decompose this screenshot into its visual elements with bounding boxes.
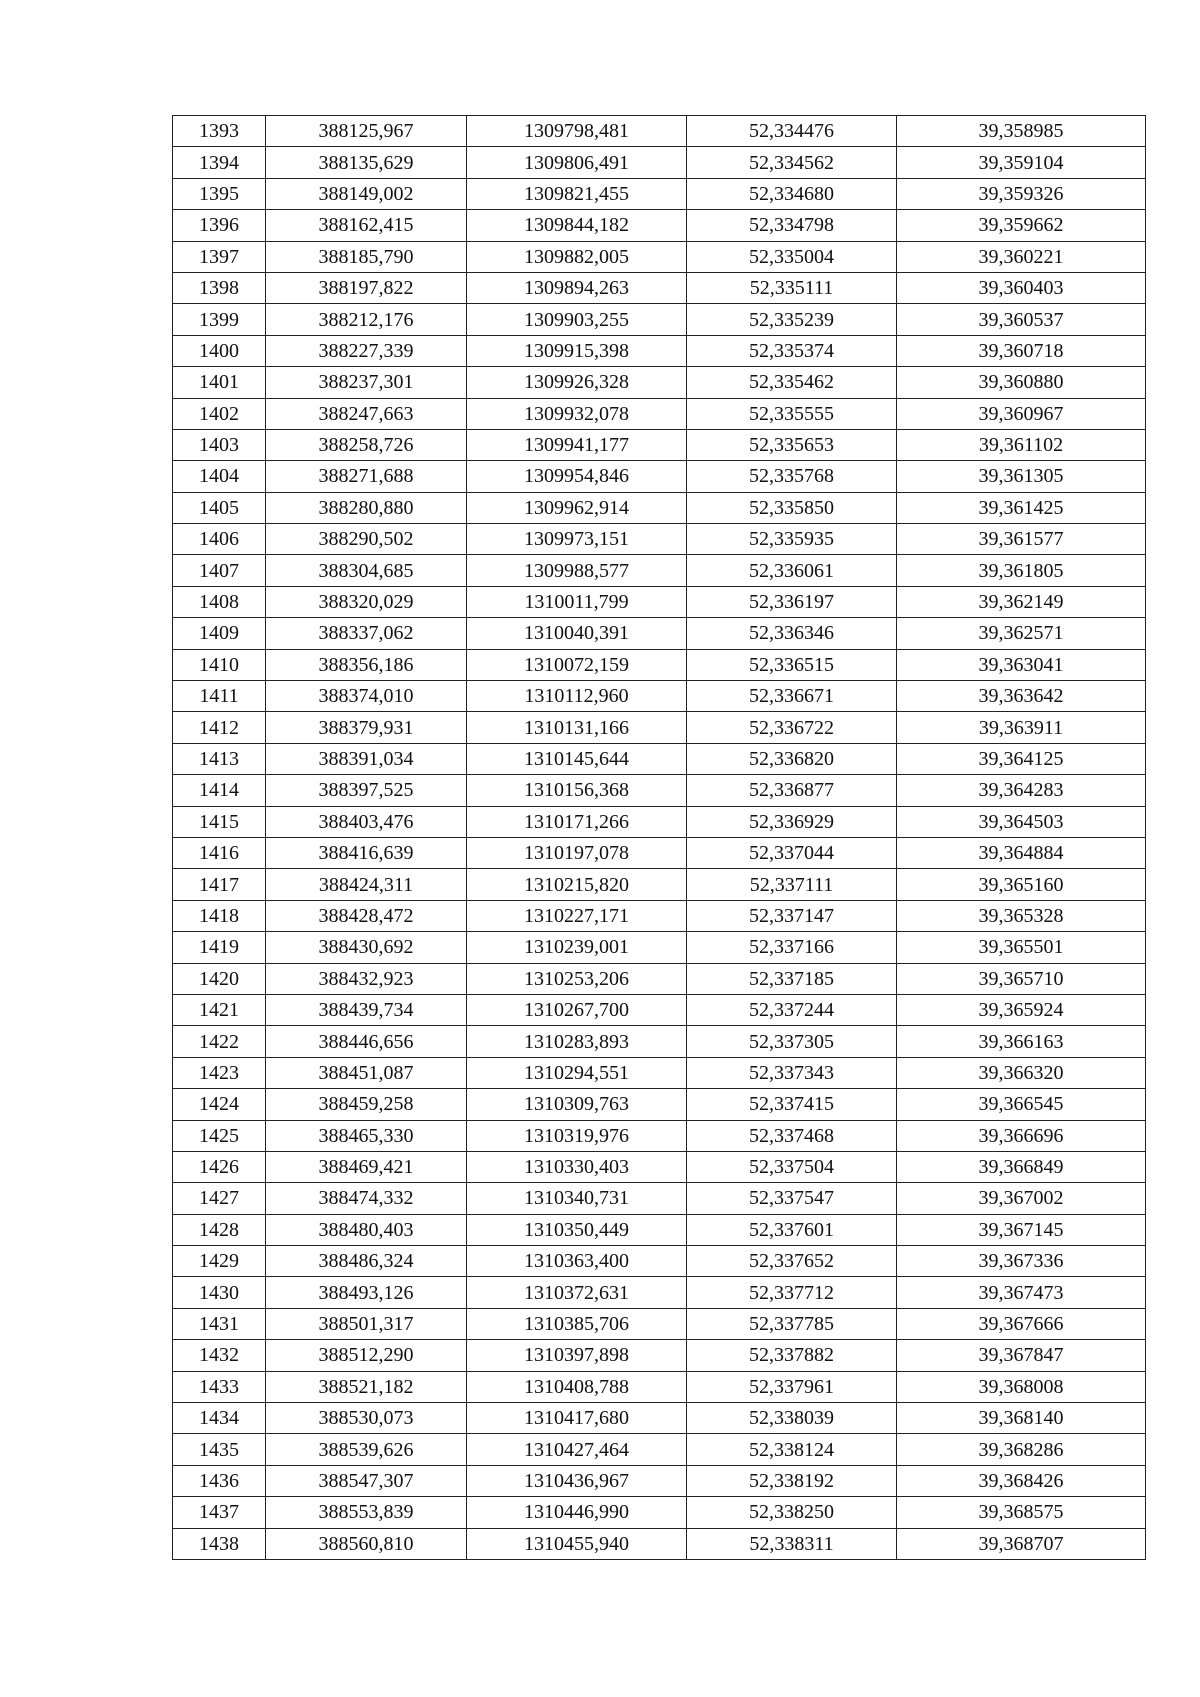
longitude-cell: 39,368707 [897,1528,1146,1559]
point-number-cell: 1418 [173,900,266,931]
y-coordinate-cell: 1310330,403 [467,1151,687,1182]
table-row [173,1246,1146,1277]
x-coordinate-cell: 388493,126 [266,1277,467,1308]
latitude-cell: 52,337712 [687,1277,897,1308]
point-number-cell: 1419 [173,932,266,963]
longitude-cell: 39,367336 [897,1246,1146,1277]
latitude-cell: 52,336197 [687,586,897,617]
longitude-cell: 39,360967 [897,398,1146,429]
x-coordinate-cell: 388465,330 [266,1120,467,1151]
x-coordinate-cell: 388149,002 [266,178,467,209]
table-row [173,900,1146,931]
table-row [173,178,1146,209]
latitude-cell: 52,336929 [687,806,897,837]
point-number-cell: 1436 [173,1465,266,1496]
latitude-cell: 52,337185 [687,963,897,994]
y-coordinate-cell: 1309988,577 [467,555,687,586]
y-coordinate-cell: 1309926,328 [467,367,687,398]
x-coordinate-cell: 388304,685 [266,555,467,586]
longitude-cell: 39,363041 [897,649,1146,680]
table-row [173,116,1146,147]
x-coordinate-cell: 388474,332 [266,1183,467,1214]
point-number-cell: 1421 [173,994,266,1025]
point-number-cell: 1431 [173,1308,266,1339]
y-coordinate-cell: 1310156,368 [467,775,687,806]
latitude-cell: 52,334798 [687,210,897,241]
table-row [173,1497,1146,1528]
longitude-cell: 39,360537 [897,304,1146,335]
y-coordinate-cell: 1310363,400 [467,1246,687,1277]
point-number-cell: 1422 [173,1026,266,1057]
latitude-cell: 52,337415 [687,1089,897,1120]
point-number-cell: 1425 [173,1120,266,1151]
y-coordinate-cell: 1310372,631 [467,1277,687,1308]
latitude-cell: 52,336515 [687,649,897,680]
longitude-cell: 39,360403 [897,272,1146,303]
table-row [173,1308,1146,1339]
point-number-cell: 1397 [173,241,266,272]
y-coordinate-cell: 1309903,255 [467,304,687,335]
longitude-cell: 39,361102 [897,429,1146,460]
latitude-cell: 52,338039 [687,1403,897,1434]
x-coordinate-cell: 388486,324 [266,1246,467,1277]
coordinates-table [172,115,1146,1560]
point-number-cell: 1413 [173,743,266,774]
point-number-cell: 1424 [173,1089,266,1120]
y-coordinate-cell: 1309844,182 [467,210,687,241]
longitude-cell: 39,360880 [897,367,1146,398]
point-number-cell: 1407 [173,555,266,586]
latitude-cell: 52,338124 [687,1434,897,1465]
point-number-cell: 1394 [173,147,266,178]
y-coordinate-cell: 1309882,005 [467,241,687,272]
longitude-cell: 39,361577 [897,524,1146,555]
point-number-cell: 1406 [173,524,266,555]
longitude-cell: 39,364283 [897,775,1146,806]
y-coordinate-cell: 1310385,706 [467,1308,687,1339]
table-row [173,555,1146,586]
x-coordinate-cell: 388539,626 [266,1434,467,1465]
x-coordinate-cell: 388469,421 [266,1151,467,1182]
y-coordinate-cell: 1310427,464 [467,1434,687,1465]
point-number-cell: 1415 [173,806,266,837]
x-coordinate-cell: 388553,839 [266,1497,467,1528]
latitude-cell: 52,334476 [687,116,897,147]
x-coordinate-cell: 388280,880 [266,492,467,523]
coordinates-table-body [173,116,1146,1560]
longitude-cell: 39,364884 [897,837,1146,868]
x-coordinate-cell: 388197,822 [266,272,467,303]
point-number-cell: 1412 [173,712,266,743]
longitude-cell: 39,360718 [897,335,1146,366]
point-number-cell: 1437 [173,1497,266,1528]
table-row [173,1183,1146,1214]
longitude-cell: 39,361805 [897,555,1146,586]
latitude-cell: 52,337111 [687,869,897,900]
table-row [173,1528,1146,1559]
point-number-cell: 1434 [173,1403,266,1434]
latitude-cell: 52,335935 [687,524,897,555]
point-number-cell: 1404 [173,461,266,492]
longitude-cell: 39,361305 [897,461,1146,492]
table-row [173,775,1146,806]
latitude-cell: 52,335555 [687,398,897,429]
latitude-cell: 52,334680 [687,178,897,209]
table-row [173,869,1146,900]
x-coordinate-cell: 388501,317 [266,1308,467,1339]
latitude-cell: 52,335004 [687,241,897,272]
longitude-cell: 39,359104 [897,147,1146,178]
x-coordinate-cell: 388271,688 [266,461,467,492]
longitude-cell: 39,366163 [897,1026,1146,1057]
y-coordinate-cell: 1310215,820 [467,869,687,900]
longitude-cell: 39,360221 [897,241,1146,272]
x-coordinate-cell: 388391,034 [266,743,467,774]
longitude-cell: 39,359326 [897,178,1146,209]
longitude-cell: 39,365328 [897,900,1146,931]
table-row [173,429,1146,460]
y-coordinate-cell: 1309915,398 [467,335,687,366]
y-coordinate-cell: 1309932,078 [467,398,687,429]
y-coordinate-cell: 1310171,266 [467,806,687,837]
latitude-cell: 52,336722 [687,712,897,743]
y-coordinate-cell: 1310446,990 [467,1497,687,1528]
y-coordinate-cell: 1310227,171 [467,900,687,931]
x-coordinate-cell: 388512,290 [266,1340,467,1371]
x-coordinate-cell: 388356,186 [266,649,467,680]
longitude-cell: 39,367666 [897,1308,1146,1339]
y-coordinate-cell: 1310253,206 [467,963,687,994]
longitude-cell: 39,362149 [897,586,1146,617]
x-coordinate-cell: 388162,415 [266,210,467,241]
x-coordinate-cell: 388547,307 [266,1465,467,1496]
x-coordinate-cell: 388185,790 [266,241,467,272]
table-row [173,492,1146,523]
point-number-cell: 1417 [173,869,266,900]
point-number-cell: 1405 [173,492,266,523]
y-coordinate-cell: 1310283,893 [467,1026,687,1057]
longitude-cell: 39,368140 [897,1403,1146,1434]
point-number-cell: 1423 [173,1057,266,1088]
point-number-cell: 1435 [173,1434,266,1465]
table-row [173,806,1146,837]
y-coordinate-cell: 1309806,491 [467,147,687,178]
longitude-cell: 39,366320 [897,1057,1146,1088]
y-coordinate-cell: 1309798,481 [467,116,687,147]
y-coordinate-cell: 1310455,940 [467,1528,687,1559]
latitude-cell: 52,336671 [687,681,897,712]
latitude-cell: 52,337305 [687,1026,897,1057]
latitude-cell: 52,337601 [687,1214,897,1245]
y-coordinate-cell: 1309962,914 [467,492,687,523]
y-coordinate-cell: 1310319,976 [467,1120,687,1151]
y-coordinate-cell: 1310350,449 [467,1214,687,1245]
x-coordinate-cell: 388459,258 [266,1089,467,1120]
table-row [173,1434,1146,1465]
latitude-cell: 52,335462 [687,367,897,398]
longitude-cell: 39,364125 [897,743,1146,774]
longitude-cell: 39,368575 [897,1497,1146,1528]
table-row [173,743,1146,774]
y-coordinate-cell: 1309973,151 [467,524,687,555]
table-row [173,524,1146,555]
table-row [173,461,1146,492]
longitude-cell: 39,361425 [897,492,1146,523]
table-row [173,1277,1146,1308]
y-coordinate-cell: 1310011,799 [467,586,687,617]
longitude-cell: 39,367145 [897,1214,1146,1245]
table-row [173,618,1146,649]
x-coordinate-cell: 388237,301 [266,367,467,398]
point-number-cell: 1395 [173,178,266,209]
table-row [173,1057,1146,1088]
x-coordinate-cell: 388560,810 [266,1528,467,1559]
x-coordinate-cell: 388290,502 [266,524,467,555]
latitude-cell: 52,338192 [687,1465,897,1496]
latitude-cell: 52,335653 [687,429,897,460]
y-coordinate-cell: 1310417,680 [467,1403,687,1434]
latitude-cell: 52,338311 [687,1528,897,1559]
point-number-cell: 1432 [173,1340,266,1371]
point-number-cell: 1429 [173,1246,266,1277]
y-coordinate-cell: 1310340,731 [467,1183,687,1214]
x-coordinate-cell: 388521,182 [266,1371,467,1402]
x-coordinate-cell: 388258,726 [266,429,467,460]
latitude-cell: 52,338250 [687,1497,897,1528]
latitude-cell: 52,337961 [687,1371,897,1402]
point-number-cell: 1403 [173,429,266,460]
table-row [173,1465,1146,1496]
latitude-cell: 52,336346 [687,618,897,649]
point-number-cell: 1400 [173,335,266,366]
point-number-cell: 1430 [173,1277,266,1308]
longitude-cell: 39,366849 [897,1151,1146,1182]
longitude-cell: 39,367002 [897,1183,1146,1214]
table-row [173,586,1146,617]
y-coordinate-cell: 1310239,001 [467,932,687,963]
latitude-cell: 52,337244 [687,994,897,1025]
table-row [173,837,1146,868]
x-coordinate-cell: 388451,087 [266,1057,467,1088]
x-coordinate-cell: 388424,311 [266,869,467,900]
longitude-cell: 39,358985 [897,116,1146,147]
y-coordinate-cell: 1310112,960 [467,681,687,712]
table-row [173,147,1146,178]
longitude-cell: 39,364503 [897,806,1146,837]
latitude-cell: 52,335374 [687,335,897,366]
y-coordinate-cell: 1310145,644 [467,743,687,774]
latitude-cell: 52,337785 [687,1308,897,1339]
longitude-cell: 39,365501 [897,932,1146,963]
x-coordinate-cell: 388125,967 [266,116,467,147]
table-row [173,649,1146,680]
point-number-cell: 1420 [173,963,266,994]
longitude-cell: 39,366696 [897,1120,1146,1151]
table-row [173,1120,1146,1151]
x-coordinate-cell: 388432,923 [266,963,467,994]
longitude-cell: 39,362571 [897,618,1146,649]
y-coordinate-cell: 1310397,898 [467,1340,687,1371]
table-row [173,1403,1146,1434]
latitude-cell: 52,337504 [687,1151,897,1182]
latitude-cell: 52,337343 [687,1057,897,1088]
x-coordinate-cell: 388227,339 [266,335,467,366]
point-number-cell: 1411 [173,681,266,712]
latitude-cell: 52,335111 [687,272,897,303]
y-coordinate-cell: 1309954,846 [467,461,687,492]
x-coordinate-cell: 388247,663 [266,398,467,429]
x-coordinate-cell: 388416,639 [266,837,467,868]
point-number-cell: 1433 [173,1371,266,1402]
latitude-cell: 52,335850 [687,492,897,523]
longitude-cell: 39,363911 [897,712,1146,743]
point-number-cell: 1396 [173,210,266,241]
y-coordinate-cell: 1309894,263 [467,272,687,303]
table-row [173,304,1146,335]
table-row [173,932,1146,963]
y-coordinate-cell: 1310040,391 [467,618,687,649]
longitude-cell: 39,363642 [897,681,1146,712]
longitude-cell: 39,367473 [897,1277,1146,1308]
x-coordinate-cell: 388428,472 [266,900,467,931]
longitude-cell: 39,365710 [897,963,1146,994]
x-coordinate-cell: 388374,010 [266,681,467,712]
point-number-cell: 1416 [173,837,266,868]
longitude-cell: 39,368286 [897,1434,1146,1465]
table-row [173,241,1146,272]
latitude-cell: 52,335239 [687,304,897,335]
latitude-cell: 52,337044 [687,837,897,868]
table-row [173,398,1146,429]
table-row [173,367,1146,398]
table-row [173,210,1146,241]
longitude-cell: 39,365160 [897,869,1146,900]
table-row [173,1340,1146,1371]
table-row [173,1371,1146,1402]
latitude-cell: 52,337468 [687,1120,897,1151]
y-coordinate-cell: 1310294,551 [467,1057,687,1088]
point-number-cell: 1427 [173,1183,266,1214]
x-coordinate-cell: 388439,734 [266,994,467,1025]
point-number-cell: 1401 [173,367,266,398]
table-row [173,272,1146,303]
point-number-cell: 1398 [173,272,266,303]
point-number-cell: 1414 [173,775,266,806]
latitude-cell: 52,337147 [687,900,897,931]
x-coordinate-cell: 388212,176 [266,304,467,335]
longitude-cell: 39,367847 [897,1340,1146,1371]
table-row [173,1089,1146,1120]
x-coordinate-cell: 388135,629 [266,147,467,178]
point-number-cell: 1399 [173,304,266,335]
point-number-cell: 1402 [173,398,266,429]
table-row [173,681,1146,712]
latitude-cell: 52,334562 [687,147,897,178]
x-coordinate-cell: 388430,692 [266,932,467,963]
point-number-cell: 1408 [173,586,266,617]
y-coordinate-cell: 1309941,177 [467,429,687,460]
longitude-cell: 39,368008 [897,1371,1146,1402]
table-row [173,963,1146,994]
y-coordinate-cell: 1310309,763 [467,1089,687,1120]
table-row [173,1214,1146,1245]
y-coordinate-cell: 1310131,166 [467,712,687,743]
latitude-cell: 52,335768 [687,461,897,492]
table-row [173,335,1146,366]
x-coordinate-cell: 388337,062 [266,618,467,649]
y-coordinate-cell: 1310072,159 [467,649,687,680]
x-coordinate-cell: 388480,403 [266,1214,467,1245]
point-number-cell: 1426 [173,1151,266,1182]
y-coordinate-cell: 1310197,078 [467,837,687,868]
latitude-cell: 52,337547 [687,1183,897,1214]
point-number-cell: 1409 [173,618,266,649]
x-coordinate-cell: 388397,525 [266,775,467,806]
table-row [173,712,1146,743]
longitude-cell: 39,366545 [897,1089,1146,1120]
table-row [173,1151,1146,1182]
y-coordinate-cell: 1310267,700 [467,994,687,1025]
latitude-cell: 52,336877 [687,775,897,806]
longitude-cell: 39,365924 [897,994,1146,1025]
longitude-cell: 39,368426 [897,1465,1146,1496]
point-number-cell: 1393 [173,116,266,147]
x-coordinate-cell: 388446,656 [266,1026,467,1057]
x-coordinate-cell: 388379,931 [266,712,467,743]
x-coordinate-cell: 388320,029 [266,586,467,617]
point-number-cell: 1410 [173,649,266,680]
table-row [173,1026,1146,1057]
y-coordinate-cell: 1310408,788 [467,1371,687,1402]
latitude-cell: 52,337166 [687,932,897,963]
y-coordinate-cell: 1309821,455 [467,178,687,209]
x-coordinate-cell: 388530,073 [266,1403,467,1434]
y-coordinate-cell: 1310436,967 [467,1465,687,1496]
latitude-cell: 52,336820 [687,743,897,774]
latitude-cell: 52,337882 [687,1340,897,1371]
x-coordinate-cell: 388403,476 [266,806,467,837]
latitude-cell: 52,336061 [687,555,897,586]
point-number-cell: 1438 [173,1528,266,1559]
latitude-cell: 52,337652 [687,1246,897,1277]
point-number-cell: 1428 [173,1214,266,1245]
longitude-cell: 39,359662 [897,210,1146,241]
table-row [173,994,1146,1025]
